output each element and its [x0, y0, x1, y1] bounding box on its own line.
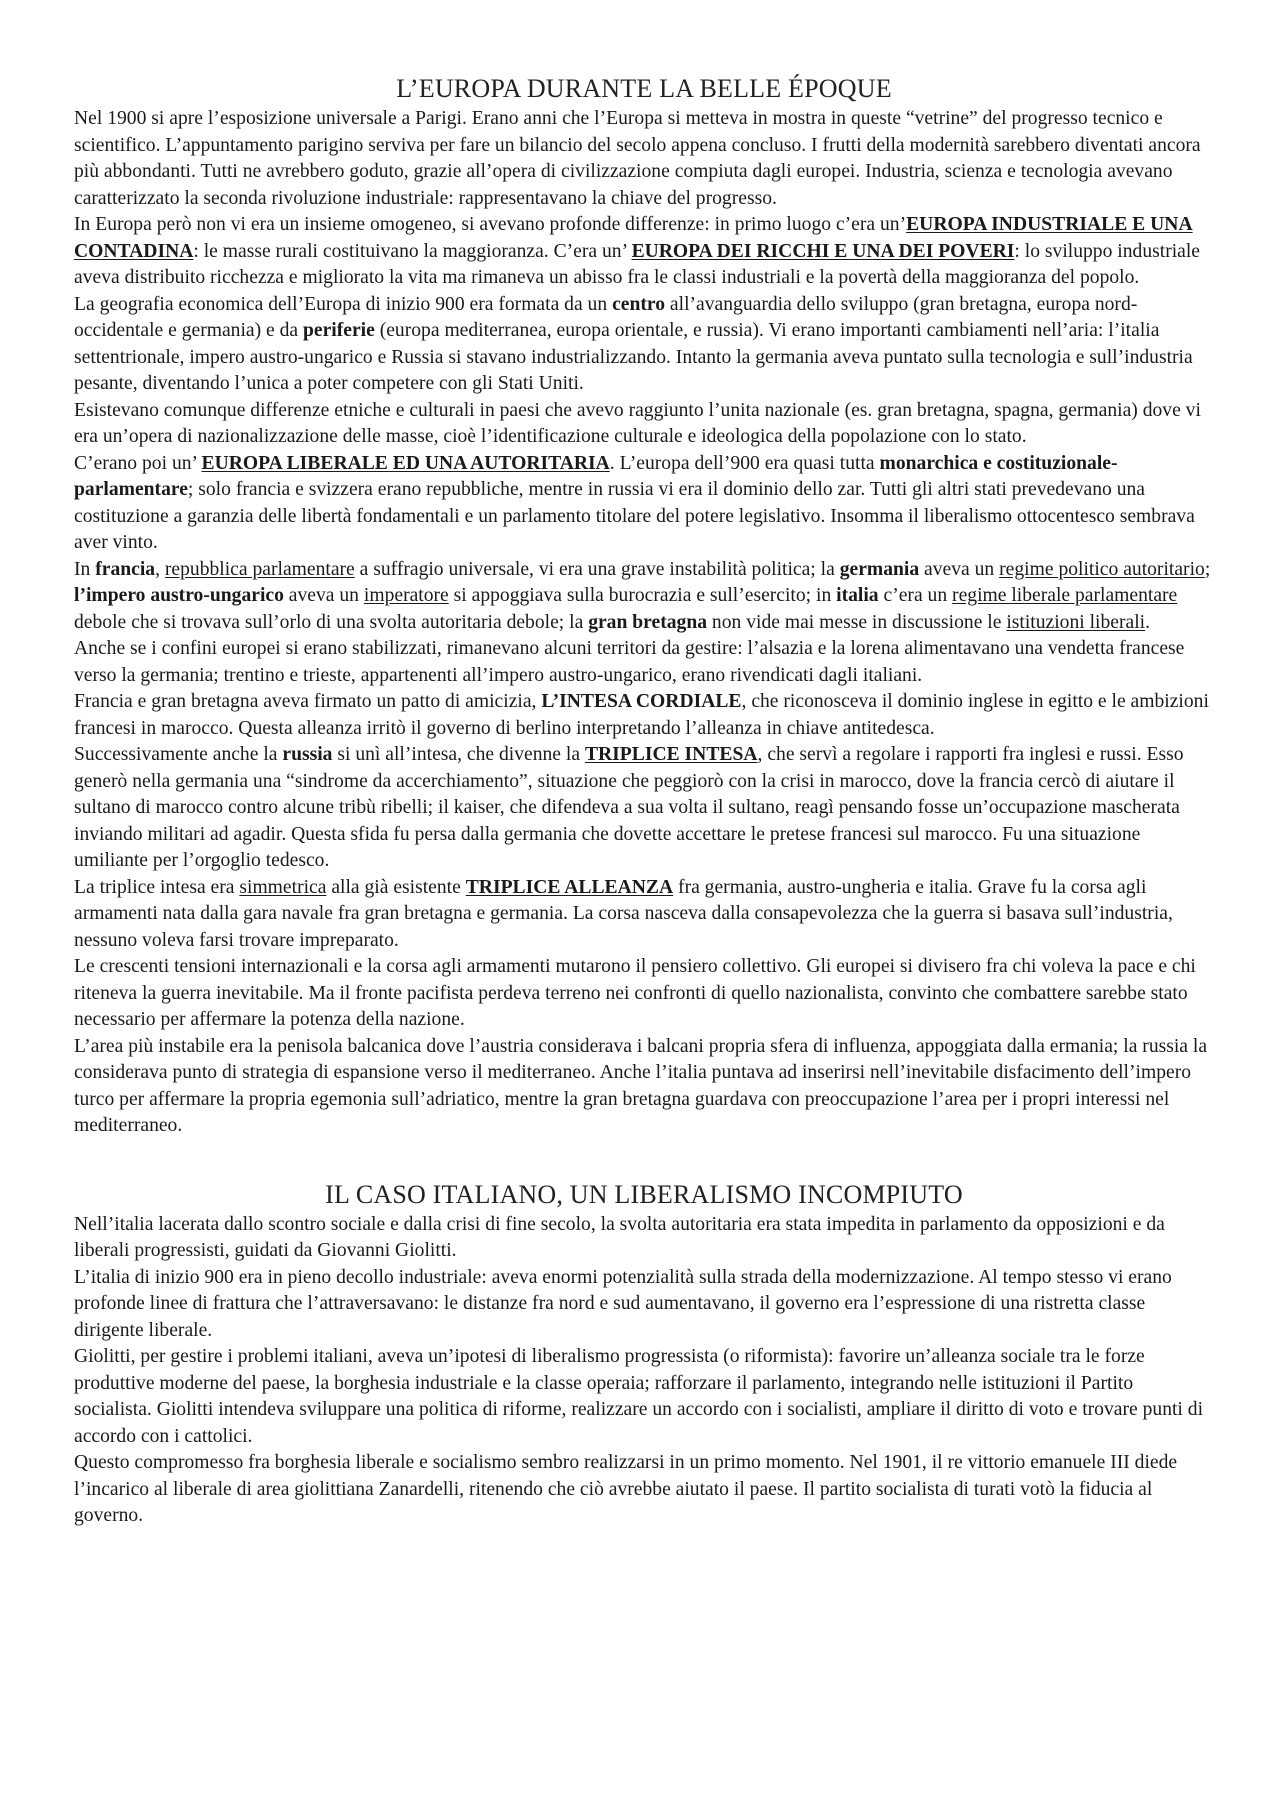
- document-page: [74, 72, 1214, 1530]
- key-heading-term: TRIPLICE ALLEANZA: [465, 876, 674, 898]
- paragraph-text: Giolitti, per gestire i problemi italiani, aveva un’ipotesi di liberalismo progressista (o riformista): favorire un’alleanza sociale tra le forze produttive moderne del paese, la borghesia industriale e la classe operaia; rafforzare il parlamento, integrando nelle istituzioni il Partito socialista. Giolitti intendeva sviluppare una politica di riforme, realizzare un accordo con i socialisti, ampliare il diritto di voto e trovare punti di accordo con i cattolici.: [74, 1346, 1204, 1447]
- paragraph-text: . L’europa dell’900 era quasi tutta: [609, 452, 880, 474]
- paragraph-text: C’erano poi un’: [74, 452, 202, 474]
- paragraph: [74, 742, 1214, 875]
- paragraph-text: : le masse rurali costituivano la maggioranza. C’era un’: [193, 240, 632, 262]
- bold-term: germania: [839, 558, 920, 580]
- paragraph-text: Questo compromesso fra borghesia liberale e socialismo sembro realizzarsi in un primo momento. Nel 1901, il re vittorio emanuele III diede l’incarico al liberale di area giolittiana Zanardelli, ritenendo che ciò avrebbe aiutato il paese. Il partito socialista di turati votò la fiducia al governo.: [74, 1452, 1178, 1526]
- paragraph-text: c’era un: [878, 585, 953, 606]
- paragraph-text: In: [74, 558, 96, 580]
- paragraph: [74, 398, 1214, 451]
- paragraph: [74, 212, 1214, 292]
- paragraph-text: si unì all’intesa, che divenne la: [332, 744, 585, 765]
- key-heading-term: EUROPA INDUSTRIALE E UNA CONTADINA: [74, 214, 1193, 262]
- paragraph-text: La geografia economica dell’Europa di inizio 900 era formata da un: [74, 293, 613, 315]
- paragraph-text: ,: [155, 558, 165, 580]
- underlined-term: regime liberale parlamentare: [952, 585, 1178, 606]
- paragraph-text: : lo sviluppo industriale aveva distribuito ricchezza e migliorato la vita ma rimaneva un abisso fra le classi industriali e la povertà della maggioranza del popolo.: [74, 240, 1201, 288]
- section-title: IL CASO ITALIANO, UN LIBERALISMO INCOMPIUTO: [325, 1179, 963, 1209]
- bold-term: centro: [612, 293, 666, 315]
- paragraph-text: , che riconosceva il dominio inglese in egitto e le ambizioni francesi in marocco. Questa alleanza irritò il governo di berlino interpretando l’alleanza in chiave antitedesca.: [74, 691, 1209, 739]
- paragraph-text: all’avanguardia dello sviluppo (gran bretagna, europa nord-occidentale e germania) e da: [74, 293, 1138, 341]
- paragraph-text: alla già esistente: [326, 876, 466, 898]
- bold-term: russia: [282, 744, 333, 765]
- key-heading-term: TRIPLICE INTESA: [584, 744, 758, 765]
- section-body: [74, 1212, 1214, 1530]
- paragraph: [74, 557, 1214, 637]
- paragraph-text: ; solo francia e svizzera erano repubbliche, mentre in russia vi era il dominio dello zar. Tutti gli altri stati prevedevano una costituzione a garanzia delle libertà fondamentali e un parlamento titolare del potere legislativo. Insomma il liberalismo ottocentesco sembrava aver vinto.: [74, 479, 1195, 553]
- section-title: L’EUROPA DURANTE LA BELLE ÉPOQUE: [396, 74, 892, 103]
- paragraph-text: In Europa però non vi era un insieme omogeneo, si avevano profonde differenze: in primo luogo c’era un’: [74, 214, 907, 235]
- underlined-term: imperatore: [363, 585, 449, 606]
- paragraph-text: non vide mai messe in discussione le: [707, 611, 1007, 633]
- paragraph: [74, 1212, 1214, 1265]
- paragraph: [74, 1265, 1214, 1345]
- paragraph-text: Francia e gran bretagna aveva firmato un patto di amicizia,: [74, 691, 542, 712]
- paragraph-text: Nell’italia lacerata dallo scontro sociale e dalla crisi di fine secolo, la svolta autoritaria era stata impedita in parlamento da opposizioni e da liberali progressisti, guidati da Giovanni Giolitti.: [74, 1213, 1165, 1261]
- paragraph-text: La triplice intesa era: [74, 876, 240, 898]
- bold-term: gran bretagna: [588, 611, 708, 633]
- paragraph-text: aveva un: [919, 558, 1000, 580]
- underlined-term: simmetrica: [239, 876, 327, 898]
- paragraph-text: a suffragio universale, vi era una grave instabilità politica; la: [354, 558, 840, 580]
- paragraph: [74, 292, 1214, 398]
- paragraph: [74, 106, 1214, 212]
- paragraph-text: aveva un: [283, 585, 364, 606]
- paragraph-text: Successivamente anche la: [74, 744, 283, 765]
- underlined-term: repubblica parlamentare: [164, 558, 355, 580]
- paragraph-text: Esistevano comunque differenze etniche e culturali in paesi che avevo raggiunto l’unita nazionale (es. gran bretagna, spagna, germania) dove vi era un’opera di nazionalizzazione delle masse, cioè l’identificazione culturale e ideologica della popolazione con lo stato.: [74, 399, 1201, 447]
- key-heading-term: EUROPA LIBERALE ED UNA AUTORITARIA: [201, 452, 610, 474]
- paragraph: [74, 1034, 1214, 1140]
- paragraph-text: ;: [1204, 558, 1211, 580]
- paragraph-text: fra germania, austro-ungheria e italia. Grave fu la corsa agli armamenti nata dalla gara navale fra gran bretagna e germania. La corsa nasceva dalla consapevolezza che la guerra si basava sull’industria, nessuno voleva farsi trovare impreparato.: [74, 876, 1173, 951]
- paragraph-text: Anche se i confini europei si erano stabilizzati, rimanevano alcuni territori da gestire: l’alsazia e la lorena alimentavano una vendetta francese verso la germania; trentino e trieste, appartenenti all’impero austro-ungarico, erano rivendicati dagli italiani.: [74, 638, 1185, 686]
- bold-term: L’INTESA CORDIALE: [541, 691, 742, 712]
- paragraph-text: L’italia di inizio 900 era in pieno decollo industriale: aveva enormi potenzialità sulla strada della modernizzazione. Al tempo stesso vi erano profonde linee di frattura che l’attraversavano: le distanze fra nord e sud aumentavano, il governo era l’espressione di una ristretta classe dirigente liberale.: [74, 1266, 1172, 1341]
- paragraph: [74, 451, 1214, 557]
- bold-term: francia: [95, 558, 156, 580]
- paragraph-text: Le crescenti tensioni internazionali e la corsa agli armamenti mutarono il pensiero collettivo. Gli europei si divisero fra chi voleva la pace e chi riteneva la guerra inevitabile. Ma il fronte pacifista perdeva terreno nei confronti di quello nazionalista, convinto che combattere sarebbe stato necessario per affermare la potenza della nazione.: [74, 956, 1196, 1030]
- paragraph: [74, 875, 1214, 955]
- paragraph: [74, 689, 1214, 742]
- bold-term: italia: [836, 585, 879, 606]
- bold-term: periferie: [303, 320, 375, 341]
- paragraph: [74, 636, 1214, 689]
- paragraph-text: (europa mediterranea, europa orientale, e russia). Vi erano importanti cambiamenti nell’aria: l’italia settentrionale, impero austro-ungarico e Russia si stavano industrializzando. Intanto la germania aveva puntato sulla tecnologia e sull’industria pesante, diventando l’unica a poter competere con gli Stati Uniti.: [74, 320, 1193, 394]
- paragraph-text: .: [1145, 611, 1151, 633]
- key-heading-term: EUROPA DEI RICCHI E UNA DEI POVERI: [631, 240, 1015, 262]
- bold-term: l’impero austro-ungarico: [74, 585, 284, 606]
- underlined-term: istituzioni liberali: [1006, 611, 1146, 633]
- paragraph-text: si appoggiava sulla burocrazia e sull’esercito; in: [448, 585, 837, 606]
- paragraph: [74, 1450, 1214, 1530]
- bold-term: monarchica e costituzionale-parlamentare: [74, 452, 1118, 500]
- paragraph-text: , che servì a regolare i rapporti fra inglesi e russi. Esso generò nella germania una “sindrome da accerchiamento”, situazione che peggiorò con la crisi in marocco, dove la francia cercò di aiutare il sultano di marocco contro alcune tribù ribelli; il kaiser, che difendeva a sua volta il sultano, reagì pensando fosse un’occupazione mascherata inviando militari ad agadir. Questa sfida fu persa dalla germania che dovette accettare le pretese francesi sul marocco. Fu una situazione umiliante per l’orgoglio tedesco.: [74, 744, 1184, 871]
- paragraph: [74, 1344, 1214, 1450]
- paragraph-text: debole che si trovava sull’orlo di una svolta autoritaria debole; la: [74, 611, 589, 633]
- paragraph: [74, 954, 1214, 1034]
- section-body: [74, 106, 1214, 1140]
- underlined-term: regime politico autoritario: [999, 558, 1205, 580]
- paragraph-text: Nel 1900 si apre l’esposizione universale a Parigi. Erano anni che l’Europa si metteva in mostra in queste “vetrine” del progresso tecnico e scientifico. L’appuntamento parigino serviva per fare un bilancio del secolo appena concluso. I frutti della modernità sarebbero diventati ancora più abbondanti. Tutti ne avrebbero goduto, grazie all’opera di civilizzazione compiuta dagli europei. Industria, scienza e tecnologia avevano caratterizzato la seconda rivoluzione industriale: rappresentavano la chiave del progresso.: [74, 108, 1201, 209]
- paragraph-text: L’area più instabile era la penisola balcanica dove l’austria considerava i balcani propria sfera di influenza, appoggiata dalla ermania; la russia la considerava punto di strategia di espansione verso il mediterraneo. Anche l’italia puntava ad inserirsi nell’inevitabile disfacimento dell’impero turco per affermare la propria egemonia sull’adriatico, mentre la gran bretagna guardava con preoccupazione l’area per i propri interessi nel mediterraneo.: [74, 1035, 1208, 1136]
